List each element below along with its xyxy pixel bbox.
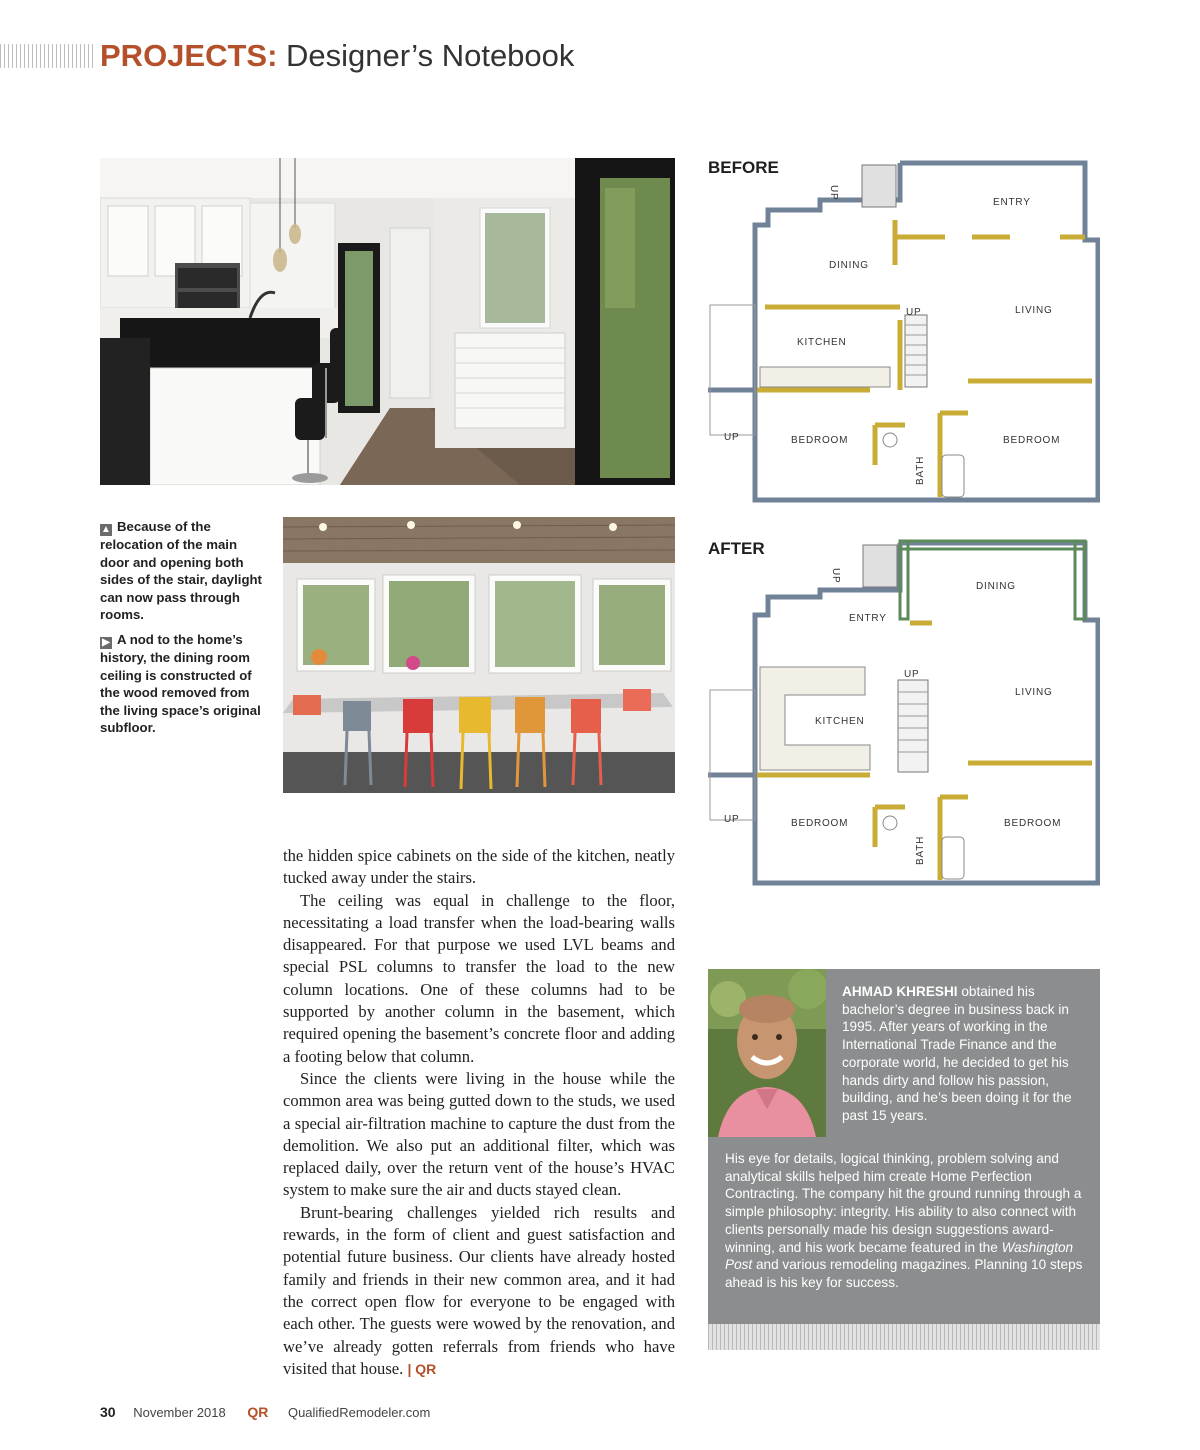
before-bedroom-right-label: BEDROOM [1003, 435, 1061, 446]
before-up-stair-label: UP [906, 307, 922, 318]
section-label: PROJECTS: [100, 38, 278, 73]
article-paragraph-last [283, 1202, 675, 1380]
after-bedroom-left-label: BEDROOM [791, 818, 849, 829]
article-body [283, 845, 675, 1380]
dining-photo [283, 517, 675, 793]
author-bio-intro [842, 983, 1087, 1125]
website: QualifiedRemodeler.com [287, 1405, 431, 1420]
caption-ceiling-text: A nod to the home’s history, the dining room ceiling is constructed of the wood removed from the living space’s original subfloor. [100, 632, 261, 736]
after-up-top-label: UP [830, 568, 841, 584]
article-paragraph: the hidden spice cabinets on the side of the kitchen, neatly tucked away under the stairs. [283, 846, 675, 888]
after-bath-label: BATH [915, 835, 926, 865]
brand-logo: QR [247, 1404, 269, 1420]
after-entry-label: ENTRY [849, 613, 887, 624]
before-bedroom-left-label: BEDROOM [791, 435, 849, 446]
bio-decoration [708, 1324, 1100, 1350]
before-plan-label: BEFORE [708, 158, 779, 177]
caption-ceiling [100, 631, 262, 737]
arrow-right-icon: ▶ [100, 637, 112, 649]
arrow-up-icon: ▲ [101, 524, 111, 535]
article-paragraph: The ceiling was equal in challenge to the floor, necessitating a load transfer when the load-bearing walls disappeared. For that purpose we used LVL beams and special PSL columns to transfer the load to the new column locations. One of these columns had to be supported by another column in the basement, which required opening the basement’s concrete floor and adding a footing below that column. [283, 890, 675, 1066]
after-up-stair-label: UP [904, 669, 920, 680]
after-dining-label: DINING [976, 581, 1016, 592]
page-footer [100, 1404, 430, 1420]
after-bedroom-right-label: BEDROOM [1004, 818, 1062, 829]
caption-stair-text: Because of the relocation of the main door and opening both sides of the stair, daylight can now pass through rooms. [100, 519, 262, 623]
author-intro-text: obtained his bachelor’s degree in business back in 1995. After years of working in the International Trade Finance and the corporate world, he decided to get his hands dirty and follow his passion, building, and he’s been doing it for the past 15 years. [842, 984, 1072, 1123]
before-entry-label: ENTRY [993, 197, 1031, 208]
issue-date: November 2018 [133, 1405, 226, 1420]
author-name: AHMAD KHRESHI [842, 984, 958, 999]
author-bio-box [708, 969, 1100, 1350]
before-dining-label: DINING [829, 260, 869, 271]
before-bath-label: BATH [915, 455, 926, 485]
after-living-label: LIVING [1015, 687, 1053, 698]
page-number: 30 [100, 1404, 116, 1420]
page-title [100, 38, 574, 74]
article-paragraph: Since the clients were living in the house while the common area was being gutted down to the studs, we used a special air-filtration machine to capture the dust from the demolition. We also put an additional filter, which was replaced daily, over the return vent of the house’s HVAC system to make sure the air and ducts stayed clean. [283, 1068, 675, 1200]
publication-name: Washington Post [725, 1239, 1074, 1273]
article-signoff: | QR [407, 1360, 437, 1377]
author-bio-body [725, 1150, 1091, 1292]
caption-stair [100, 518, 262, 624]
before-kitchen-label: KITCHEN [797, 337, 847, 348]
after-plan-label: AFTER [708, 539, 765, 558]
section-title: Designer’s Notebook [286, 38, 575, 73]
after-up-side-label: UP [724, 814, 740, 825]
author-portrait [708, 969, 826, 1137]
author-body-end: and various remodeling magazines. Planning 10 steps ahead is his key for success. [725, 1257, 1083, 1290]
before-up-side-label: UP [724, 432, 740, 443]
before-living-label: LIVING [1015, 305, 1053, 316]
article-paragraph-text: Brunt-bearing challenges yielded rich results and rewards, in the form of client and guest satisfaction and potential future business. Our clients have already hosted family and friends in their new common area, and it had the correct open flow for everyone to be engaged with each other. The guests were wowed by the renovation, and we’ve already gotten referrals from friends who have visited that house. [283, 1202, 675, 1378]
after-kitchen-label: KITCHEN [815, 716, 865, 727]
before-up-top-label: UP [828, 185, 839, 201]
header-decoration [0, 44, 96, 68]
author-body-text: His eye for details, logical thinking, problem solving and analytical skills helped him create Home Perfection Contracting. The company hit the ground running through a simple philosophy: integrity. His ability to also connect with clients personally made his design suggestions award-winning, and his work became featured in the [725, 1151, 1082, 1255]
after-floor-plan [700, 535, 1100, 887]
before-floor-plan [700, 155, 1100, 505]
kitchen-photo [100, 158, 675, 485]
